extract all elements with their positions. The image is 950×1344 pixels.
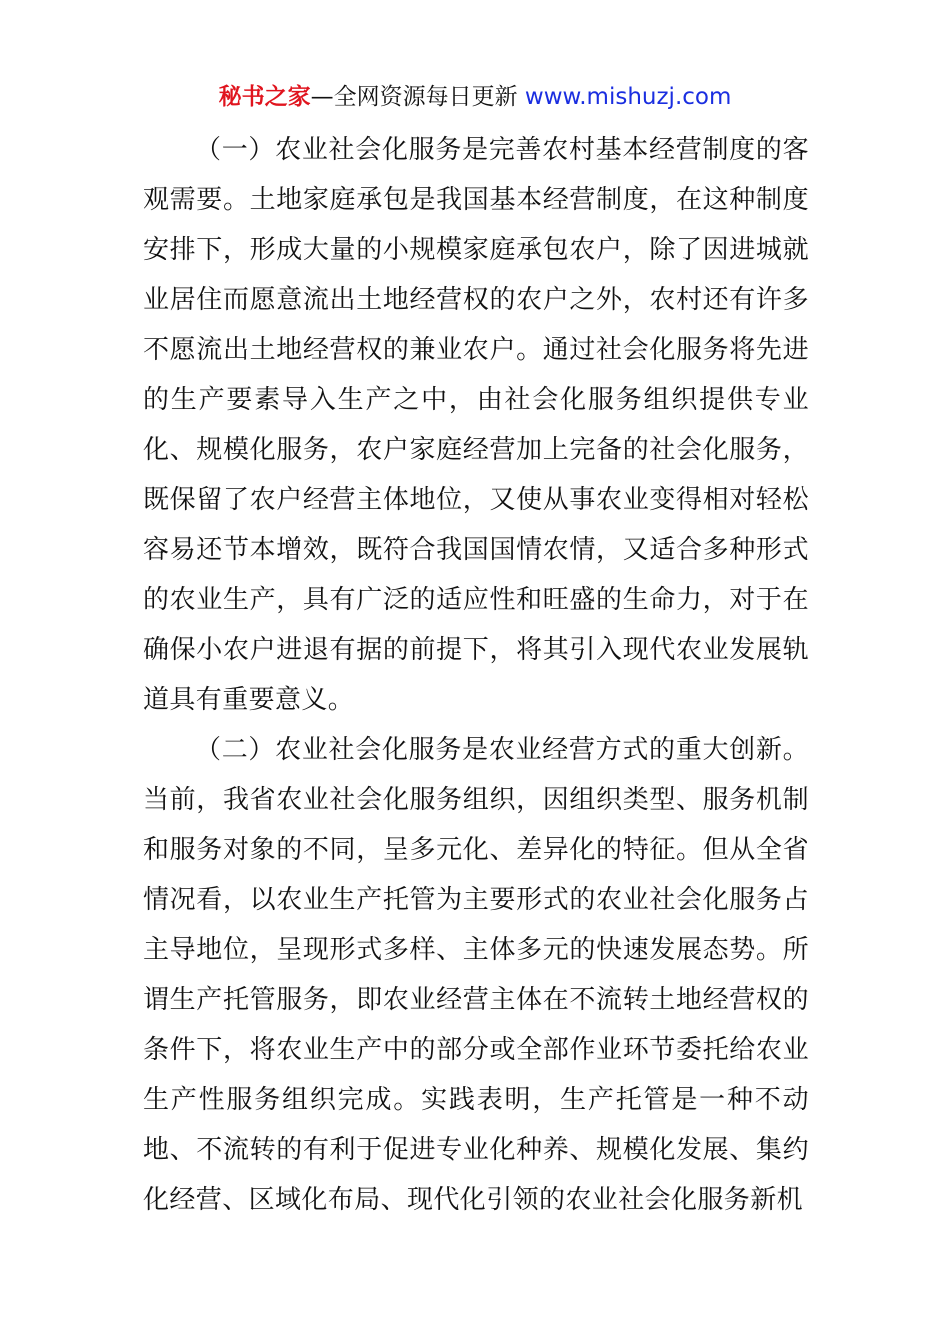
document-body <box>143 125 809 1225</box>
site-tagline: —全网资源每日更新 <box>310 84 518 110</box>
site-brand: 秘书之家 <box>218 84 311 110</box>
paragraph-2: （二）农业社会化服务是农业经营方式的重大创新。当前，我省农业社会化服务组织，因组织类型、服务机制和服务对象的不同，呈多元化、差异化的特征。但从全省情况看，以农业生产托管为主要形式的农业社会化服务占主导地位，呈现形式多样、主体多元的快速发展态势。所谓生产托管服务，即农业经营主体在不流转土地经营权的条件下，将农业生产中的部分或全部作业环节委托给农业生产性服务组织完成。实践表明，生产托管是一种不动地、不流转的有利于促进专业化种养、规模化发展、集约化经营、区域化布局、现代化引领的农业社会化服务新机 <box>143 735 809 1215</box>
site-header <box>0 80 950 114</box>
paragraph-1: （一）农业社会化服务是完善农村基本经营制度的客观需要。土地家庭承包是我国基本经营制度，在这种制度安排下，形成大量的小规模家庭承包农户，除了因进城就业居住而愿意流出土地经营权的农户之外，农村还有许多不愿流出土地经营权的兼业农户。通过社会化服务将先进的生产要素导入生产之中，由社会化服务组织提供专业化、规模化服务，农户家庭经营加上完备的社会化服务，既保留了农户经营主体地位，又使从事农业变得相对轻松容易还节本增效，既符合我国国情农情，又适合多种形式的农业生产，具有广泛的适应性和旺盛的生命力，对于在确保小农户进退有据的前提下，将其引入现代农业发展轨道具有重要意义。 <box>143 135 809 715</box>
site-url-link[interactable]: www.mishuzj.com <box>524 84 732 110</box>
